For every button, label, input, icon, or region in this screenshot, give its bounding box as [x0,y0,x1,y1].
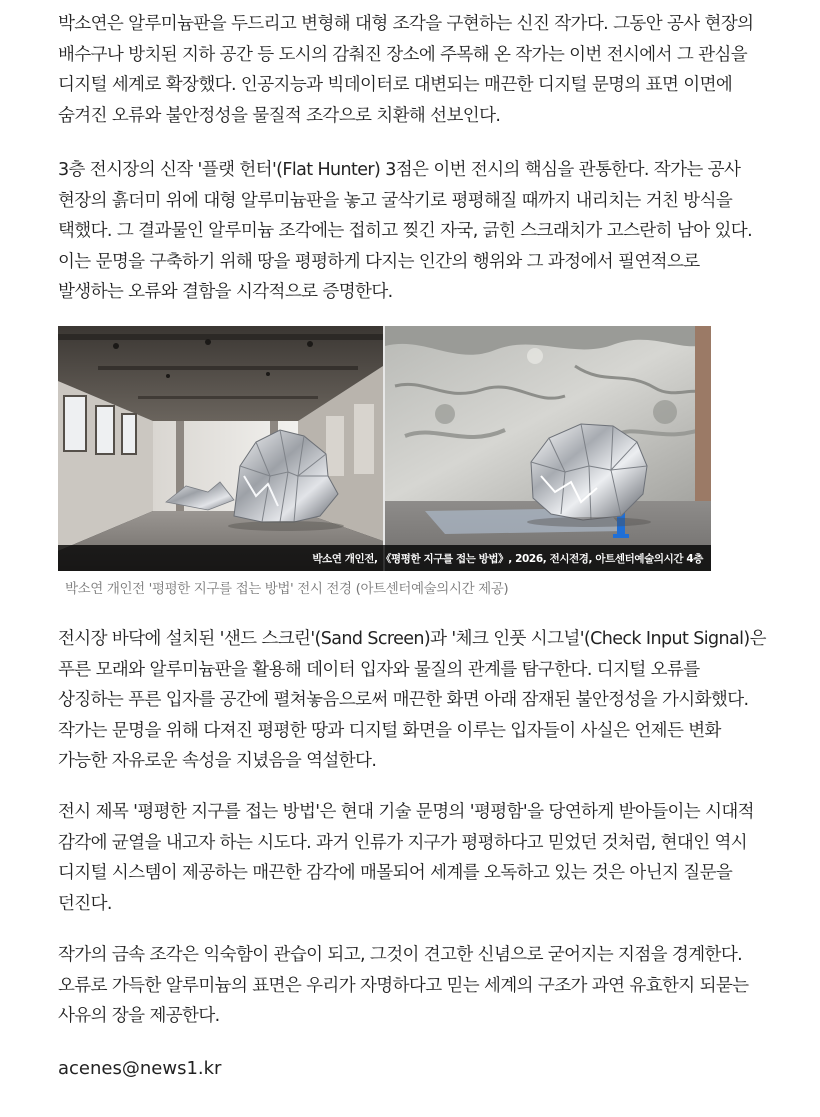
article-paragraph-2: 3층 전시장의 신작 '플랫 헌터'(Flat Hunter) 3점은 이번 전시의 핵심을 관통한다. 작가는 공사 현장의 흙더미 위에 대형 알루미늄판을 놓고 굴삭기로 평평해질 때까지 내리치는 거친 방식을 택했다. 그 결과물인 알루미늄 조각에는 접히고 찢긴 자국, 긁힌 스크래치가 고스란히 남아 있다. 이는 문명을 구축하기 위해 땅을 평평하게 다지는 인간의 행위와 그 과정에서 필연적으로 발생하는 오류와 결함을 시각적으로 증명한다. [58,160,753,302]
article-paragraph-5: 작가의 금속 조각은 익숙함이 관습이 되고, 그것이 견고한 신념으로 굳어지는 지점을 경계한다. 오류로 가득한 알루미늄의 표면은 우리가 자명하다고 믿는 세계의 구조가 과연 유효한지 되묻는 사유의 장을 제공한다. [58,945,749,1026]
article-paragraph-4: 전시 제목 '평평한 지구를 접는 방법'은 현대 기술 문명의 '평평함'을 당연하게 받아들이는 시대적 감각에 균열을 내고자 하는 시도다. 과거 인류가 지구가 평평하다고 믿었던 것처럼, 현대인 역시 디지털 시스템이 제공하는 매끈한 감각에 매몰되어 세계를 오독하고 있는 것은 아닌지 질문을 던진다. [58,802,754,914]
photo-caption-overlay [58,545,711,571]
exhibition-photo [58,326,711,571]
gallery-hall-photo [58,326,383,571]
photo-caption: 박소연 개인전 '평평한 지구를 접는 방법' 전시 전경 (아트센터예술의시간 제공) [65,581,509,597]
photo-embedded-caption: 박소연 개인전, 《평평한 지구를 접는 방법》, 2026, 전시전경, 아트센터예술의시간 4층 [312,553,703,565]
reporter-email[interactable]: acenes@news1.kr [58,1058,222,1079]
article-paragraph-1: 박소연은 알루미늄판을 두드리고 변형해 대형 조각을 구현하는 신진 작가다. 그동안 공사 현장의 배수구나 방치된 지하 공간 등 도시의 감춰진 장소에 주목해 온 작가는 이번 전시에서 그 관심을 디지털 세계로 확장했다. 인공지능과 빅데이터로 대변되는 매끈한 디지털 문명의 표면 이면에 숨겨진 오류와 불안정성을 물질적 조각으로 치환해 선보인다. [58,14,754,126]
article-paragraph-3: 전시장 바닥에 설치된 '샌드 스크린'(Sand Screen)과 '체크 인풋 시그널'(Check Input Signal)은 푸른 모래와 알루미늄판을 활용해 데이터 입자와 물질의 관계를 탐구한다. 디지털 오류를 상징하는 푸른 입자를 공간에 펼쳐놓음으로써 매끈한 화면 아래 잠재된 불안정성을 가시화했다. 작가는 문명을 위해 다져진 평평한 땅과 디지털 화면을 이루는 입자들이 사실은 언제든 변화 가능한 자유로운 속성을 지녔음을 역설한다. [58,629,766,771]
sculpture-closeup-photo [385,326,711,571]
